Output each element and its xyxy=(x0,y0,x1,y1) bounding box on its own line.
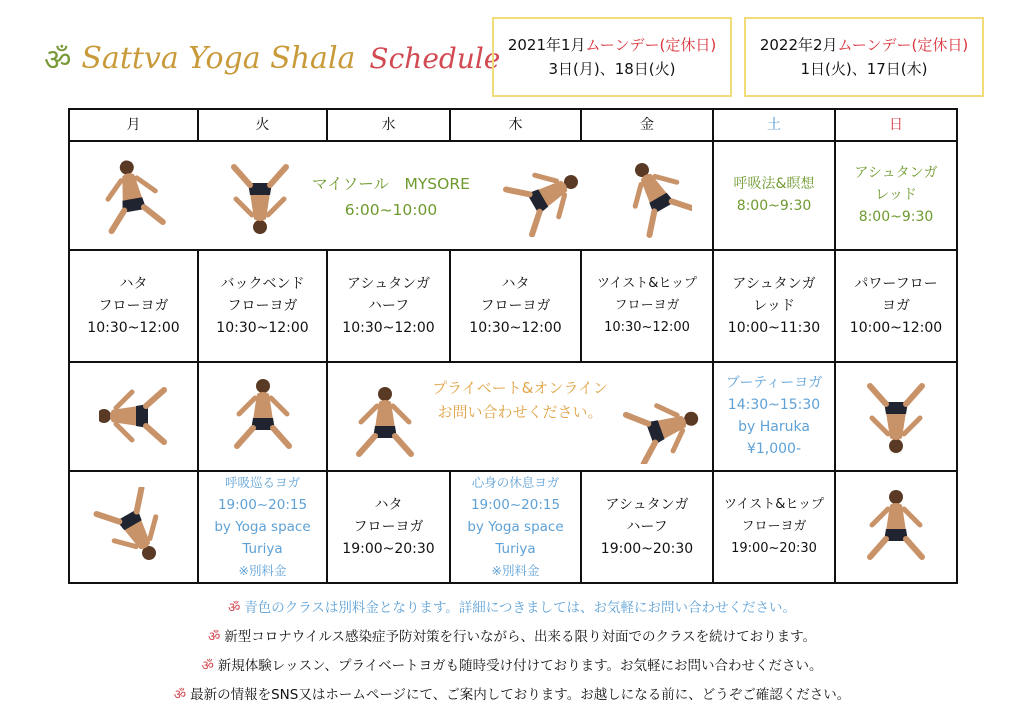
class-name: アシュタンガ xyxy=(854,165,938,182)
day-header-sun: 日 xyxy=(835,109,957,141)
yoga-pose-figure xyxy=(618,394,708,464)
afternoon-row xyxy=(69,362,957,470)
photo-cell-mon xyxy=(69,362,198,470)
yoga-pose-figure xyxy=(99,371,169,461)
class-cell-thu: ハタ フローヨガ 10:30~12:00 xyxy=(450,250,581,362)
om-icon: ॐ xyxy=(201,658,214,674)
sat-booty-yoga: ブーティーヨガ 14:30~15:30 by Haruka ¥1,000- xyxy=(713,362,835,470)
moonday-box-2022 xyxy=(744,17,984,97)
mysore-cell xyxy=(69,141,713,249)
class-time: 8:00~9:30 xyxy=(858,209,934,226)
class-name: 呼吸法&瞑想 xyxy=(733,176,815,193)
class-name: マイソール MYSORE xyxy=(312,175,470,194)
moonday-heading xyxy=(494,33,730,57)
thu-evening-class: 心身の休息ヨガ 19:00~20:15 by Yoga space Turiya ※別料金 xyxy=(450,471,581,584)
moonday-dates: 1日(火)、17日(木) xyxy=(800,60,928,78)
fri-evening-class: アシュタンガ ハーフ 19:00~20:30 xyxy=(581,471,713,584)
sat-morning-class xyxy=(713,141,835,249)
moonday-box-2021 xyxy=(492,17,732,97)
moonday-month: 2021年1月 xyxy=(507,36,586,54)
evening-row xyxy=(69,471,957,584)
wed-evening-class: ハタ フローヨガ 19:00~20:30 xyxy=(327,471,450,584)
class-cell-sun: パワーフロー ヨガ 10:00~12:00 xyxy=(835,250,957,362)
photo-cell-mon-evening xyxy=(69,471,198,584)
class-cell-wed: アシュタンガ ハーフ 10:30~12:00 xyxy=(327,250,450,362)
class-cell-fri: ツイスト&ヒップ フローヨガ 10:30~12:00 xyxy=(581,250,713,362)
om-icon: ॐ xyxy=(44,42,72,78)
class-cell-tue: バックベンド フローヨガ 10:30~12:00 xyxy=(198,250,327,362)
private-online-text: プライベート&オンライン お問い合わせください。 xyxy=(432,379,608,422)
day-header-mon: 月 xyxy=(69,109,198,141)
day-header-row xyxy=(69,109,957,141)
om-icon: ॐ xyxy=(207,629,221,645)
day-header-tue: 火 xyxy=(198,109,327,141)
class-name-line2: レッド xyxy=(875,187,917,204)
yoga-pose-figure xyxy=(223,376,303,456)
class-cell-mon: ハタ フローヨガ 10:30~12:00 xyxy=(69,250,198,362)
moonday-month: 2022年2月 xyxy=(759,36,838,54)
schedule-subtitle: Schedule xyxy=(369,41,501,75)
note-line: ॐ 新規体験レッスン、プライベートヨガも随時受け付けております。お気軽にお問い合わせください。 xyxy=(201,658,823,674)
yoga-pose-figure xyxy=(500,157,590,237)
class-time: 8:00~9:30 xyxy=(736,198,812,215)
yoga-pose-figure xyxy=(856,376,936,456)
yoga-pose-figure xyxy=(622,151,692,241)
day-header-fri: 金 xyxy=(581,109,713,141)
private-online-cell xyxy=(327,362,713,470)
photo-cell-tue xyxy=(198,362,327,470)
sat-evening-class: ツイスト&ヒップ フローヨガ 19:00~20:30 xyxy=(713,471,835,584)
studio-title: Sattva Yoga Shala xyxy=(81,40,356,76)
om-icon: ॐ xyxy=(227,600,241,616)
midday-row xyxy=(69,250,957,362)
moonday-dates: 3日(月)、18日(火) xyxy=(548,60,676,78)
moonday-label: ムーンデー(定休日) xyxy=(585,36,717,54)
day-header-wed: 水 xyxy=(327,109,450,141)
morning-row xyxy=(69,141,957,249)
om-icon: ॐ xyxy=(173,687,187,703)
day-header-thu: 木 xyxy=(450,109,581,141)
photo-cell-sun xyxy=(835,362,957,470)
notes-section xyxy=(0,594,1024,710)
note-line: ॐ 青色のクラスは別料金となります。詳細につきましては、お気軽にお問い合わせください。 xyxy=(227,600,797,616)
yoga-pose-figure xyxy=(861,482,931,572)
day-header-sat: 土 xyxy=(713,109,835,141)
sun-morning-class xyxy=(835,141,957,249)
note-line: ॐ 最新の情報をSNS又はホームページにて、ご案内しております。お越しになる前に、どうぞご確認ください。 xyxy=(173,687,851,703)
class-time: 6:00~10:00 xyxy=(344,201,438,220)
note-line: ॐ 新型コロナウイルス感染症予防対策を行いながら、出来る限り対面でのクラスを続けております。 xyxy=(207,629,817,645)
tue-evening-class: 呼吸巡るヨガ 19:00~20:15 by Yoga space Turiya ※別料金 xyxy=(198,471,327,584)
schedule-table xyxy=(68,108,958,584)
page-header xyxy=(44,38,500,78)
yoga-pose-figure xyxy=(89,487,179,567)
class-cell-sat: アシュタンガ レッド 10:00~11:30 xyxy=(713,250,835,362)
moonday-label: ムーンデー(定休日) xyxy=(837,36,969,54)
photo-cell-sun-evening xyxy=(835,471,957,584)
moonday-heading xyxy=(746,33,982,57)
mysore-class xyxy=(70,171,712,223)
